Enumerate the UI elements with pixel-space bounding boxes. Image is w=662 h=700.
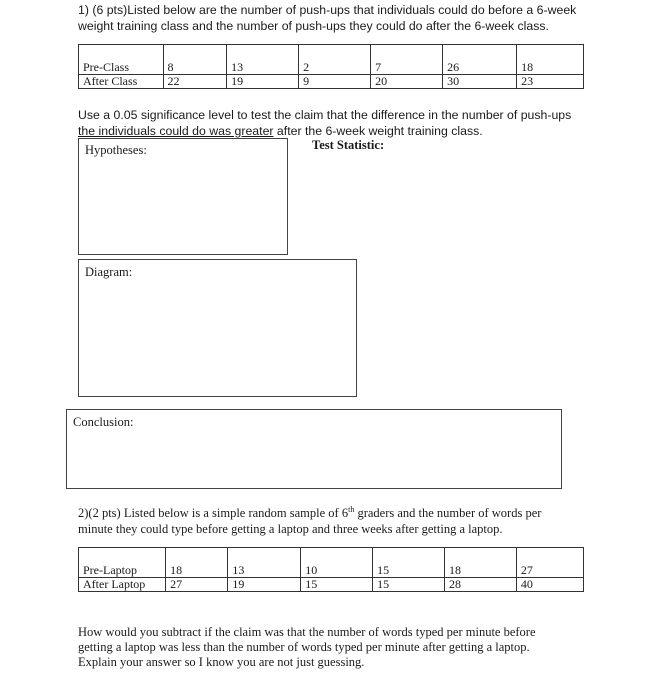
q2-prompt-sup: th bbox=[348, 505, 355, 514]
table-cell: 26 bbox=[443, 61, 517, 75]
table-cell: 7 bbox=[371, 61, 443, 75]
table-cell: 13 bbox=[227, 61, 299, 75]
table-row bbox=[79, 75, 584, 89]
table-cell: 18 bbox=[445, 564, 517, 578]
instruction-text bbox=[78, 108, 598, 139]
table-cell: 2 bbox=[299, 61, 371, 75]
table-row bbox=[79, 564, 584, 578]
row-label: Pre-Class bbox=[79, 61, 164, 75]
table-cell: 9 bbox=[299, 75, 371, 89]
table-row bbox=[79, 578, 584, 592]
table-cell: 18 bbox=[517, 61, 584, 75]
test-statistic-label: Test Statistic: bbox=[312, 138, 385, 152]
table-cell: 8 bbox=[163, 61, 227, 75]
q2-prompt-pre: 2)(2 pts) Listed below is a simple random sample of 6 bbox=[78, 506, 349, 521]
diagram-label: Diagram: bbox=[85, 265, 133, 279]
question-2-prompt bbox=[78, 502, 578, 537]
table-cell: 27 bbox=[516, 564, 583, 578]
laptop-table bbox=[78, 547, 584, 592]
table-cell: 19 bbox=[228, 578, 301, 592]
table-cell: 15 bbox=[373, 564, 445, 578]
table-cell: 15 bbox=[301, 578, 373, 592]
hypotheses-label: Hypotheses: bbox=[85, 143, 147, 157]
table-cell: 13 bbox=[228, 564, 301, 578]
table-cell: 18 bbox=[166, 564, 228, 578]
row-label: After Class bbox=[79, 75, 164, 89]
table-cell: 40 bbox=[516, 578, 583, 592]
table-cell: 27 bbox=[166, 578, 228, 592]
conclusion-box[interactable] bbox=[66, 409, 562, 489]
row-label: Pre-Laptop bbox=[79, 564, 166, 578]
conclusion-label: Conclusion: bbox=[73, 415, 134, 429]
question-1-prompt: 1) (6 pts)Listed below are the number of push-ups that individuals could do before a 6-week weight training class and the number of push-ups they could do after the 6-week class. bbox=[78, 3, 577, 33]
table-cell: 30 bbox=[443, 75, 517, 89]
pushups-table bbox=[78, 44, 584, 89]
hypotheses-box[interactable] bbox=[78, 138, 288, 255]
instruction-line-1: Use a 0.05 significance level to test the claim that the difference in the number of push-ups bbox=[78, 108, 572, 122]
instruction-rest: after the 6-week weight training class. bbox=[273, 123, 483, 138]
row-label: After Laptop bbox=[79, 578, 166, 592]
table-cell: 28 bbox=[445, 578, 517, 592]
table-row bbox=[79, 61, 584, 75]
table-cell: 22 bbox=[163, 75, 227, 89]
table-cell: 10 bbox=[301, 564, 373, 578]
table-cell: 19 bbox=[227, 75, 299, 89]
q2-prompt-post: graders and the number of words per minute they could type before getting a laptop and three weeks after getting a laptop. bbox=[78, 506, 542, 536]
table-cell: 23 bbox=[517, 75, 584, 89]
question-2-followup: How would you subtract if the claim was that the number of words typed per minute before getting a laptop was less than the number of words typed per minute after getting a laptop. Explain your answer so I know you are not just guessing. bbox=[78, 625, 536, 669]
instruction-underlined: the individuals could do was greater bbox=[78, 123, 274, 138]
diagram-box[interactable] bbox=[78, 259, 357, 397]
table-cell: 20 bbox=[371, 75, 443, 89]
table-cell: 15 bbox=[373, 578, 445, 592]
